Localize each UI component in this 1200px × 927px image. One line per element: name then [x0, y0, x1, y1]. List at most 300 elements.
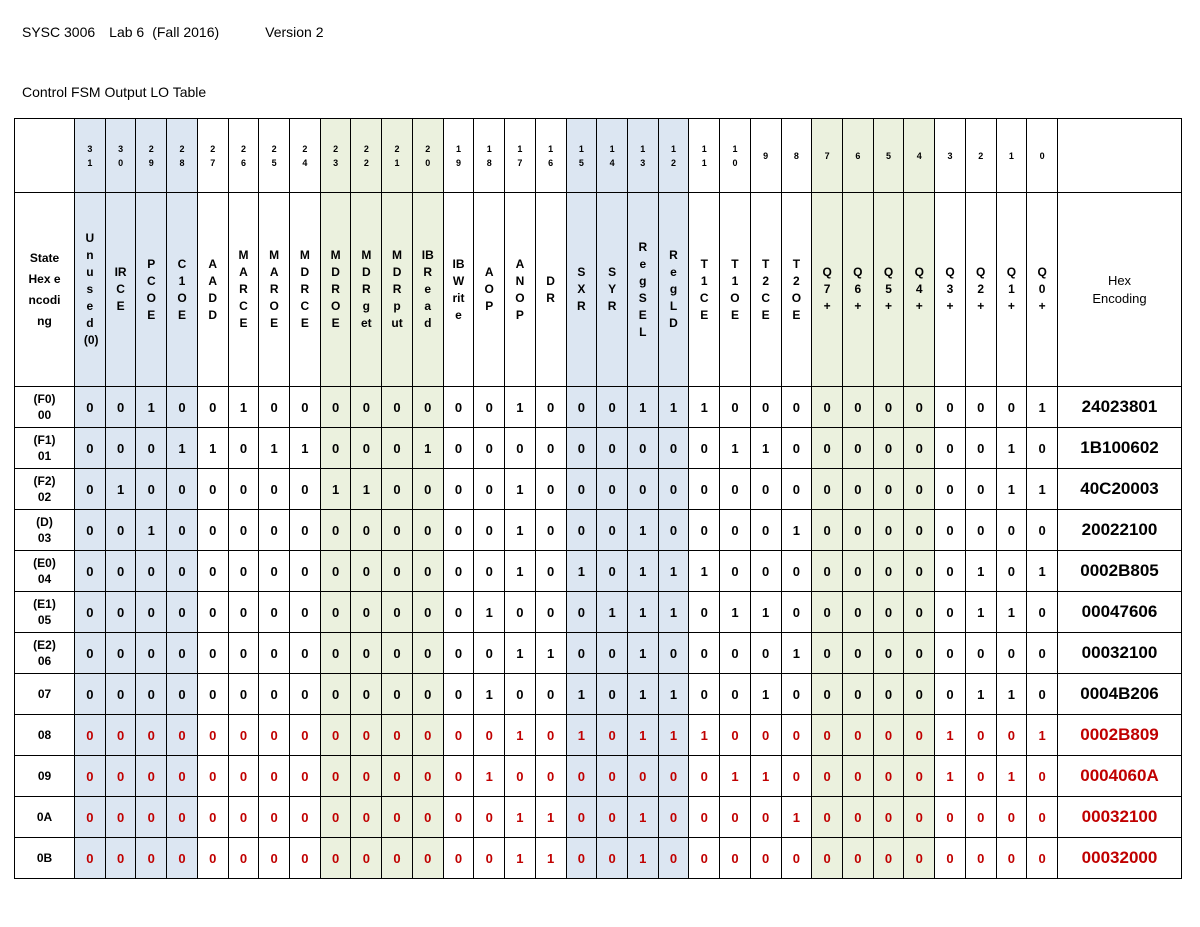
bit-value-cell: 0	[842, 633, 873, 674]
bit-value-cell: 0	[351, 428, 382, 469]
bit-value-cell: 1	[535, 797, 566, 838]
bit-value-cell: 1	[228, 387, 259, 428]
bit-value-cell: 0	[105, 756, 136, 797]
bit-value-cell: 0	[904, 797, 935, 838]
bit-value-cell: 0	[1027, 674, 1058, 715]
bit-value-cell: 0	[965, 633, 996, 674]
bit-value-cell: 0	[566, 797, 597, 838]
bit-value-cell: 0	[228, 838, 259, 879]
signal-name: C1OE	[177, 256, 187, 322]
bit-value-cell: 0	[75, 674, 106, 715]
bit-value-cell: 0	[873, 674, 904, 715]
bit-value-cell: 0	[965, 469, 996, 510]
bit-value-cell: 1	[167, 428, 198, 469]
hex-encoding-cell: 0002B805	[1058, 551, 1182, 592]
signal-name-cell	[597, 193, 628, 387]
bit-value-cell: 0	[105, 510, 136, 551]
bit-value-cell: 0	[136, 551, 167, 592]
bit-number-cell	[75, 119, 106, 193]
bit-value-cell: 0	[382, 428, 413, 469]
bit-value-cell: 0	[412, 674, 443, 715]
bit-number: 27	[210, 143, 216, 168]
bit-value-cell: 1	[1027, 551, 1058, 592]
state-encoding-cell	[15, 592, 75, 633]
bit-value-cell: 1	[627, 592, 658, 633]
bit-value-cell: 0	[658, 838, 689, 879]
signal-name: T2OE	[791, 256, 802, 322]
bit-value-cell: 0	[197, 387, 228, 428]
bit-value-cell: 0	[781, 551, 812, 592]
bit-value-cell: 0	[873, 633, 904, 674]
bit-value-cell: 0	[443, 592, 474, 633]
bit-value-cell: 1	[658, 674, 689, 715]
bit-value-cell: 0	[812, 387, 843, 428]
signal-name: T1OE	[730, 256, 740, 322]
bit-value-cell: 1	[965, 592, 996, 633]
bit-value-cell: 1	[505, 838, 536, 879]
bit-number: 3	[947, 150, 953, 161]
bit-value-cell: 0	[382, 756, 413, 797]
signal-name-cell	[412, 193, 443, 387]
bit-number-row	[15, 119, 1182, 193]
bit-value-cell: 0	[566, 592, 597, 633]
bit-value-cell: 0	[781, 592, 812, 633]
table-row	[15, 797, 1182, 838]
bit-value-cell: 0	[443, 510, 474, 551]
bit-value-cell: 0	[566, 428, 597, 469]
bit-value-cell: 0	[812, 797, 843, 838]
corner-cell	[15, 119, 75, 193]
table-row	[15, 592, 1182, 633]
signal-name: DR	[546, 273, 555, 305]
bit-value-cell: 0	[750, 551, 781, 592]
bit-value-cell: 0	[105, 387, 136, 428]
bit-value-cell: 0	[812, 674, 843, 715]
bit-value-cell: 0	[597, 715, 628, 756]
bit-value-cell: 0	[382, 674, 413, 715]
bit-value-cell: 0	[197, 551, 228, 592]
bit-value-cell: 0	[658, 633, 689, 674]
bit-number-cell	[443, 119, 474, 193]
bit-value-cell: 0	[627, 469, 658, 510]
bit-value-cell: 0	[904, 551, 935, 592]
bit-number: 23	[333, 143, 339, 168]
bit-value-cell: 0	[658, 797, 689, 838]
bit-value-cell: 1	[105, 469, 136, 510]
bit-value-cell: 0	[75, 715, 106, 756]
signal-name: PCOE	[146, 256, 156, 322]
bit-value-cell: 0	[842, 715, 873, 756]
bit-value-cell: 0	[1027, 838, 1058, 879]
bit-value-cell: 0	[474, 551, 505, 592]
bit-value-cell: 0	[167, 715, 198, 756]
bit-value-cell: 1	[750, 592, 781, 633]
state-encoding: (F0) 00	[33, 392, 56, 422]
table-row	[15, 633, 1182, 674]
bit-value-cell: 0	[136, 715, 167, 756]
bit-value-cell: 1	[658, 715, 689, 756]
bit-value-cell: 0	[781, 674, 812, 715]
bit-number-cell	[382, 119, 413, 193]
bit-value-cell: 0	[627, 756, 658, 797]
bit-value-cell: 0	[474, 510, 505, 551]
signal-name: AOP	[484, 265, 494, 313]
bit-value-cell: 0	[197, 510, 228, 551]
bit-value-cell: 0	[382, 387, 413, 428]
bit-value-cell: 0	[996, 838, 1027, 879]
table-row	[15, 756, 1182, 797]
bit-value-cell: 0	[904, 633, 935, 674]
bit-value-cell: 0	[505, 592, 536, 633]
bit-value-cell: 0	[382, 592, 413, 633]
state-encoding: (E1) 05	[33, 597, 56, 627]
bit-value-cell: 1	[566, 674, 597, 715]
signal-name: Q1+	[1006, 265, 1017, 313]
bit-value-cell: 1	[412, 428, 443, 469]
bit-value-cell: 0	[750, 387, 781, 428]
bit-number-cell	[412, 119, 443, 193]
state-encoding-cell	[15, 674, 75, 715]
bit-number: 19	[455, 143, 461, 168]
bit-value-cell: 0	[197, 756, 228, 797]
bit-value-cell: 0	[382, 797, 413, 838]
bit-value-cell: 0	[750, 838, 781, 879]
bit-value-cell: 0	[781, 387, 812, 428]
bit-value-cell: 0	[965, 797, 996, 838]
bit-value-cell: 0	[197, 797, 228, 838]
hex-encoding-cell: 00047606	[1058, 592, 1182, 633]
bit-value-cell: 0	[689, 428, 720, 469]
bit-number: 31	[87, 143, 93, 168]
bit-value-cell: 0	[597, 797, 628, 838]
bit-value-cell: 0	[228, 510, 259, 551]
bit-value-cell: 0	[259, 592, 290, 633]
bit-number-cell	[566, 119, 597, 193]
bit-value-cell: 0	[382, 551, 413, 592]
bit-value-cell: 0	[689, 469, 720, 510]
bit-value-cell: 0	[136, 469, 167, 510]
bit-number-cell	[290, 119, 321, 193]
bit-number-cell	[750, 119, 781, 193]
bit-value-cell: 1	[781, 510, 812, 551]
bit-value-cell: 1	[136, 387, 167, 428]
bit-value-cell: 1	[505, 551, 536, 592]
bit-value-cell: 0	[812, 510, 843, 551]
bit-value-cell: 0	[904, 715, 935, 756]
signal-name: Q6+	[853, 265, 863, 313]
signal-name: Q2+	[976, 265, 986, 313]
bit-number: 7	[824, 150, 830, 161]
bit-value-cell: 0	[167, 469, 198, 510]
bit-value-cell: 0	[228, 756, 259, 797]
signal-name: IRCE	[114, 265, 127, 313]
state-encoding-cell	[15, 756, 75, 797]
hex-encoding-cell: 00032100	[1058, 797, 1182, 838]
bit-value-cell: 0	[105, 838, 136, 879]
state-encoding: 09	[37, 769, 52, 783]
bit-value-cell: 1	[627, 838, 658, 879]
bit-value-cell: 0	[1027, 592, 1058, 633]
bit-value-cell: 0	[320, 387, 351, 428]
bit-value-cell: 0	[781, 715, 812, 756]
hex-encoding-cell: 40C20003	[1058, 469, 1182, 510]
bit-value-cell: 0	[75, 387, 106, 428]
version-label: Version 2	[265, 24, 324, 40]
state-column-header	[15, 193, 75, 387]
bit-value-cell: 0	[290, 715, 321, 756]
bit-number-cell	[167, 119, 198, 193]
bit-value-cell: 0	[105, 674, 136, 715]
signal-name: T1CE	[699, 256, 709, 322]
signal-name-cell	[136, 193, 167, 387]
bit-value-cell: 1	[1027, 715, 1058, 756]
bit-value-cell: 0	[842, 387, 873, 428]
bit-value-cell: 0	[965, 428, 996, 469]
signal-name: Q4+	[914, 265, 924, 313]
bit-value-cell: 0	[351, 633, 382, 674]
bit-value-cell: 0	[290, 674, 321, 715]
signal-name-cell	[812, 193, 843, 387]
bit-value-cell: 1	[505, 469, 536, 510]
bit-value-cell: 1	[505, 797, 536, 838]
hex-encoding-cell: 00032100	[1058, 633, 1182, 674]
bit-value-cell: 0	[935, 387, 966, 428]
bit-value-cell: 0	[996, 633, 1027, 674]
bit-value-cell: 0	[873, 838, 904, 879]
bit-value-cell: 0	[443, 838, 474, 879]
bit-value-cell: 1	[535, 838, 566, 879]
bit-value-cell: 0	[351, 838, 382, 879]
bit-value-cell: 1	[320, 469, 351, 510]
bit-value-cell: 0	[873, 592, 904, 633]
bit-number-cell	[720, 119, 751, 193]
hex-encoding-cell: 0002B809	[1058, 715, 1182, 756]
bit-value-cell: 0	[136, 838, 167, 879]
bit-number: 13	[640, 143, 646, 168]
signal-name-cell	[842, 193, 873, 387]
bit-value-cell: 1	[658, 592, 689, 633]
bit-value-cell: 0	[351, 674, 382, 715]
bit-value-cell: 1	[935, 756, 966, 797]
bit-value-cell: 1	[197, 428, 228, 469]
hex-encoding-cell: 0004B206	[1058, 674, 1182, 715]
bit-value-cell: 0	[597, 387, 628, 428]
signal-name-cell	[904, 193, 935, 387]
bit-value-cell: 0	[136, 756, 167, 797]
bit-value-cell: 1	[505, 633, 536, 674]
signal-name-cell	[259, 193, 290, 387]
bit-value-cell: 0	[351, 551, 382, 592]
bit-value-cell: 0	[935, 469, 966, 510]
bit-number-cell	[689, 119, 720, 193]
table-row	[15, 674, 1182, 715]
bit-value-cell: 0	[935, 592, 966, 633]
bit-value-cell: 1	[689, 387, 720, 428]
bit-value-cell: 0	[1027, 797, 1058, 838]
state-encoding-cell	[15, 715, 75, 756]
bit-number-cell	[996, 119, 1027, 193]
bit-value-cell: 0	[351, 756, 382, 797]
bit-value-cell: 0	[320, 428, 351, 469]
state-encoding: (D) 03	[36, 515, 53, 545]
signal-name: Q5+	[883, 265, 894, 313]
hex-encoding-cell: 00032000	[1058, 838, 1182, 879]
bit-value-cell: 0	[228, 428, 259, 469]
bit-value-cell: 0	[996, 510, 1027, 551]
bit-number: 30	[118, 143, 124, 168]
bit-value-cell: 0	[474, 797, 505, 838]
bit-value-cell: 0	[290, 797, 321, 838]
bit-value-cell: 0	[996, 551, 1027, 592]
bit-value-cell: 1	[658, 387, 689, 428]
state-encoding-cell	[15, 387, 75, 428]
bit-number: 6	[855, 150, 861, 161]
bit-value-cell: 0	[382, 633, 413, 674]
bit-value-cell: 1	[627, 510, 658, 551]
bit-value-cell: 0	[597, 510, 628, 551]
bit-value-cell: 0	[935, 797, 966, 838]
state-encoding: 0A	[36, 810, 53, 824]
bit-value-cell: 0	[412, 551, 443, 592]
bit-value-cell: 0	[873, 469, 904, 510]
bit-value-cell: 1	[1027, 469, 1058, 510]
document-header	[22, 24, 324, 40]
bit-value-cell: 0	[597, 838, 628, 879]
bit-value-cell: 0	[812, 633, 843, 674]
bit-value-cell: 0	[873, 715, 904, 756]
signal-name-cell	[197, 193, 228, 387]
bit-number-cell	[873, 119, 904, 193]
bit-value-cell: 0	[290, 592, 321, 633]
bit-value-cell: 0	[167, 838, 198, 879]
table-row	[15, 715, 1182, 756]
bit-value-cell: 0	[167, 797, 198, 838]
signal-name: RegSEL	[638, 239, 648, 339]
bit-value-cell: 0	[965, 715, 996, 756]
bit-value-cell: 0	[597, 551, 628, 592]
bit-value-cell: 1	[720, 756, 751, 797]
bit-value-cell: 0	[965, 387, 996, 428]
signal-name: SXR	[577, 265, 586, 313]
signal-name-cell	[75, 193, 106, 387]
bit-value-cell: 0	[658, 428, 689, 469]
bit-value-cell: 0	[658, 510, 689, 551]
bit-value-cell: 0	[75, 592, 106, 633]
signal-name-cell	[873, 193, 904, 387]
bit-number: 12	[671, 143, 677, 168]
bit-value-cell: 1	[136, 510, 167, 551]
bit-value-cell: 0	[750, 715, 781, 756]
bit-number-cell	[627, 119, 658, 193]
bit-value-cell: 0	[167, 551, 198, 592]
bit-value-cell: 0	[689, 838, 720, 879]
bit-value-cell: 0	[505, 674, 536, 715]
bit-value-cell: 0	[597, 674, 628, 715]
bit-value-cell: 1	[474, 674, 505, 715]
bit-value-cell: 0	[382, 715, 413, 756]
bit-value-cell: 1	[505, 510, 536, 551]
bit-value-cell: 0	[351, 797, 382, 838]
bit-value-cell: 0	[320, 756, 351, 797]
bit-value-cell: 1	[996, 428, 1027, 469]
bit-number: 1	[1008, 150, 1014, 161]
bit-value-cell: 0	[259, 715, 290, 756]
bit-value-cell: 0	[382, 469, 413, 510]
bit-value-cell: 1	[627, 797, 658, 838]
bit-value-cell: 0	[443, 469, 474, 510]
state-encoding-cell	[15, 797, 75, 838]
bit-number: 20	[425, 143, 431, 168]
bit-number: 18	[486, 143, 492, 168]
bit-value-cell: 0	[812, 469, 843, 510]
bit-value-cell: 1	[566, 715, 597, 756]
bit-value-cell: 0	[812, 592, 843, 633]
signal-name-cell	[689, 193, 720, 387]
bit-value-cell: 0	[689, 756, 720, 797]
bit-number: 26	[240, 143, 246, 168]
hex-encoding-cell: 24023801	[1058, 387, 1182, 428]
bit-number: 0	[1039, 150, 1045, 161]
bit-value-cell: 0	[812, 838, 843, 879]
bit-value-cell: 1	[750, 674, 781, 715]
bit-value-cell: 0	[382, 510, 413, 551]
bit-number: 29	[148, 143, 154, 168]
bit-value-cell: 0	[904, 428, 935, 469]
bit-value-cell: 0	[412, 797, 443, 838]
bit-value-cell: 1	[627, 387, 658, 428]
bit-value-cell: 0	[75, 838, 106, 879]
signal-name-cell	[720, 193, 751, 387]
bit-value-cell: 0	[535, 387, 566, 428]
bit-value-cell: 0	[996, 387, 1027, 428]
bit-value-cell: 0	[935, 551, 966, 592]
table-row	[15, 838, 1182, 879]
bit-value-cell: 1	[658, 551, 689, 592]
bit-number: 9	[763, 150, 769, 161]
bit-value-cell: 0	[105, 592, 136, 633]
bit-value-cell: 0	[1027, 633, 1058, 674]
bit-value-cell: 0	[290, 510, 321, 551]
bit-number-cell	[658, 119, 689, 193]
signal-name: SYR	[607, 265, 617, 313]
bit-value-cell: 1	[1027, 387, 1058, 428]
bit-value-cell: 0	[566, 469, 597, 510]
bit-number-cell	[535, 119, 566, 193]
bit-value-cell: 0	[873, 756, 904, 797]
bit-value-cell: 0	[996, 797, 1027, 838]
state-encoding-cell	[15, 428, 75, 469]
bit-value-cell: 0	[351, 715, 382, 756]
signal-name-cell	[935, 193, 966, 387]
bit-value-cell: 0	[689, 633, 720, 674]
bit-value-cell: 0	[812, 715, 843, 756]
bit-value-cell: 0	[320, 674, 351, 715]
bit-value-cell: 1	[965, 674, 996, 715]
state-encoding-cell	[15, 469, 75, 510]
bit-value-cell: 0	[259, 797, 290, 838]
signal-name: IBWrite	[452, 256, 465, 322]
hex-encoding-cell: 1B100602	[1058, 428, 1182, 469]
bit-value-cell: 0	[259, 510, 290, 551]
bit-value-cell: 0	[1027, 756, 1058, 797]
bit-value-cell: 1	[996, 756, 1027, 797]
bit-value-cell: 0	[935, 838, 966, 879]
bit-value-cell: 0	[873, 510, 904, 551]
bit-value-cell: 1	[474, 592, 505, 633]
signal-name-cell	[750, 193, 781, 387]
signal-name-cell	[105, 193, 136, 387]
corner-cell-right	[1058, 119, 1182, 193]
